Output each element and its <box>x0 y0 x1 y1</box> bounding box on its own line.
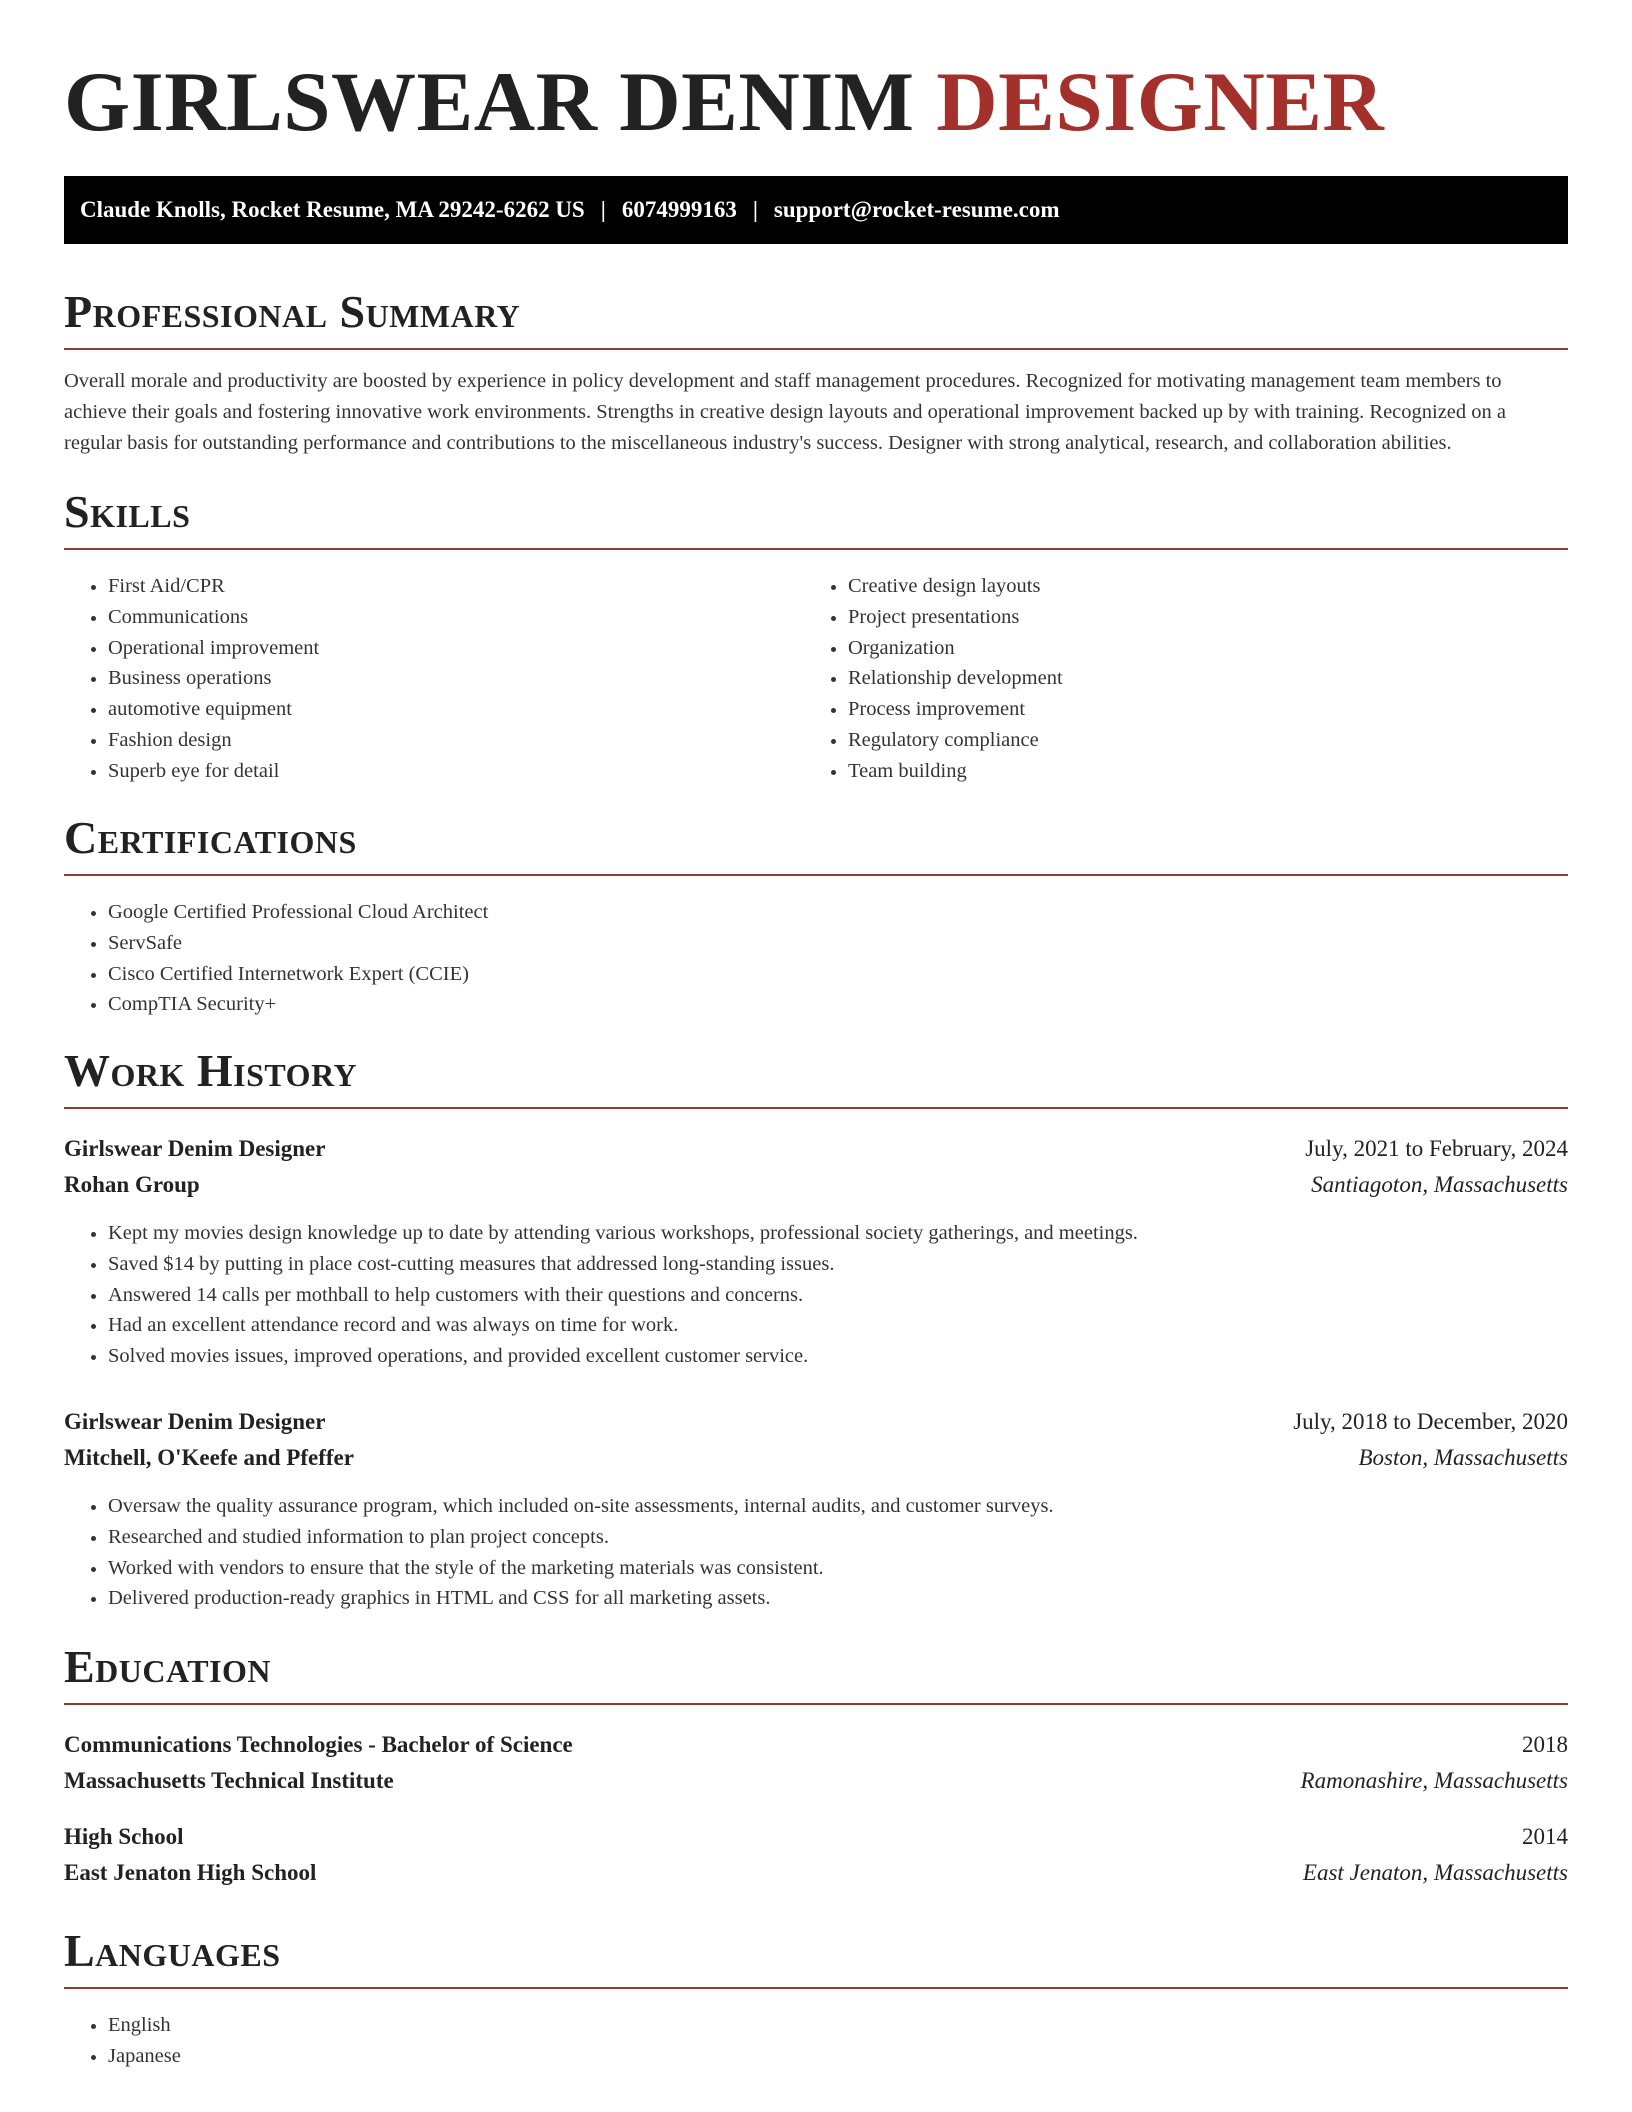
job-location: Boston, Massachusetts <box>1358 1445 1568 1470</box>
job-bullet: • Kept my movies design knowledge up to date by attending various workshops, professional society gatherings, and meetings. <box>108 1218 1568 1249</box>
language-item: • Japanese <box>108 2041 808 2072</box>
job-company-row <box>64 1440 1568 1476</box>
certification-item: • ServSafe <box>108 928 1508 959</box>
skill-item: • Organization <box>848 633 1548 664</box>
education-school: Massachusetts Technical Institute <box>64 1768 394 1793</box>
contact-bar <box>64 176 1568 244</box>
contact-separator: | <box>752 197 758 222</box>
section-divider <box>64 1987 1568 1989</box>
summary-text: Overall morale and productivity are boosted by experience in policy development and staff management procedures. Recognized for motivating management team members to achieve their goals and fostering innovative work environments. Strengths in creative design layouts and operational improvement backed up by with training. Recognized on a regular basis for outstanding performance and contributions to the miscellaneous industry's success. Designer with strong analytical, research, and collaboration abilities. <box>64 370 1507 454</box>
job-bullet: • Researched and studied information to plan project concepts. <box>108 1522 1568 1553</box>
job-dates: July, 2021 to February, 2024 <box>1305 1136 1568 1161</box>
job-company-row <box>64 1167 1568 1203</box>
education-degree-row <box>64 1819 1568 1855</box>
work-history-heading: Work History <box>64 1045 358 1096</box>
contact-address: Claude Knolls, Rocket Resume, MA 29242-6262 US <box>80 197 585 222</box>
section-divider <box>64 348 1568 350</box>
skill-item: • Relationship development <box>848 663 1548 694</box>
education-school: East Jenaton High School <box>64 1860 317 1885</box>
language-item: • English <box>108 2010 808 2041</box>
education-degree: High School <box>64 1824 184 1849</box>
job-bullet: • Saved $14 by putting in place cost-cutting measures that addressed long-standing issues. <box>108 1249 1568 1280</box>
education-location: East Jenaton, Massachusetts <box>1302 1860 1568 1885</box>
contact-email[interactable]: support@rocket-resume.com <box>773 197 1060 222</box>
skill-item: • Operational improvement <box>108 633 808 664</box>
education-degree-row <box>64 1727 1568 1763</box>
certifications-heading: Certifications <box>64 812 357 863</box>
job-title: Girlswear Denim Designer <box>64 1409 326 1434</box>
section-divider <box>64 874 1568 876</box>
job-bullet: • Answered 14 calls per mothball to help customers with their questions and concerns. <box>108 1280 1568 1311</box>
job-company: Rohan Group <box>64 1172 200 1197</box>
skill-item: • First Aid/CPR <box>108 571 808 602</box>
job-bullet: • Oversaw the quality assurance program, which included on-site assessments, internal audits, and customer surveys. <box>108 1491 1568 1522</box>
job-location: Santiagoton, Massachusetts <box>1311 1172 1568 1197</box>
certification-item: • Cisco Certified Internetwork Expert (CCIE) <box>108 959 1508 990</box>
skill-item: • automotive equipment <box>108 694 808 725</box>
job-company: Mitchell, O'Keefe and Pfeffer <box>64 1445 354 1470</box>
education-year: 2018 <box>1522 1732 1568 1757</box>
languages-heading: Languages <box>64 1925 281 1976</box>
education-location: Ramonashire, Massachusetts <box>1300 1768 1568 1793</box>
skill-item: • Communications <box>108 602 808 633</box>
name-main: GIRLSWEAR DENIM <box>64 55 915 149</box>
skill-item: • Fashion design <box>108 725 808 756</box>
job-bullets <box>64 1491 1568 1614</box>
job-title: Girlswear Denim Designer <box>64 1136 326 1161</box>
education-heading: Education <box>64 1641 272 1692</box>
skill-item: • Process improvement <box>848 694 1548 725</box>
job-dates: July, 2018 to December, 2020 <box>1293 1409 1568 1434</box>
job-bullet: • Worked with vendors to ensure that the style of the marketing materials was consistent. <box>108 1553 1568 1584</box>
section-divider <box>64 1703 1568 1705</box>
job-bullet: • Delivered production-ready graphics in HTML and CSS for all marketing assets. <box>108 1583 1568 1614</box>
education-school-row <box>64 1763 1568 1799</box>
job-bullet: • Had an excellent attendance record and was always on time for work. <box>108 1310 1568 1341</box>
skill-item: • Team building <box>848 756 1548 787</box>
skill-item: • Superb eye for detail <box>108 756 808 787</box>
skills-heading: Skills <box>64 486 191 537</box>
job-bullets <box>64 1218 1568 1372</box>
resume-name-title <box>64 52 1384 152</box>
certifications-list <box>64 897 1508 1020</box>
skill-item: • Regulatory compliance <box>848 725 1548 756</box>
contact-separator: | <box>600 197 606 222</box>
contact-phone[interactable]: 6074999163 <box>621 197 737 222</box>
summary-heading: Professional Summary <box>64 286 521 337</box>
skills-list-left <box>64 571 808 787</box>
name-accent: DESIGNER <box>936 55 1385 149</box>
certification-item: • CompTIA Security+ <box>108 989 1508 1020</box>
skills-list-right <box>804 571 1548 787</box>
education-year: 2014 <box>1522 1824 1568 1849</box>
education-school-row <box>64 1855 1568 1891</box>
job-title-row <box>64 1404 1568 1440</box>
education-degree: Communications Technologies - Bachelor of Science <box>64 1732 573 1757</box>
section-divider <box>64 548 1568 550</box>
section-divider <box>64 1107 1568 1109</box>
skill-item: • Creative design layouts <box>848 571 1548 602</box>
skill-item: • Project presentations <box>848 602 1548 633</box>
skill-item: • Business operations <box>108 663 808 694</box>
languages-list <box>64 2010 808 2072</box>
certification-item: • Google Certified Professional Cloud Architect <box>108 897 1508 928</box>
job-bullet: • Solved movies issues, improved operations, and provided excellent customer service. <box>108 1341 1568 1372</box>
job-title-row <box>64 1131 1568 1167</box>
